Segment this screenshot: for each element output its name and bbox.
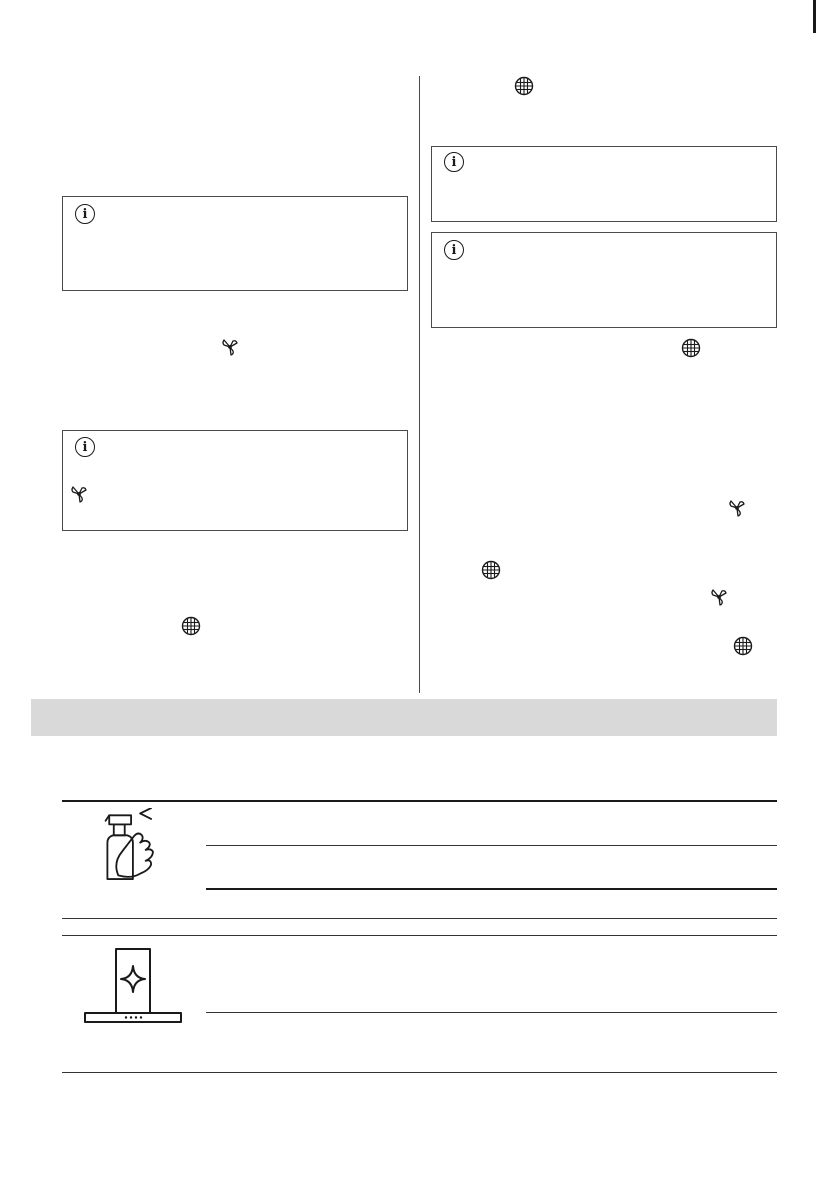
fan-icon: [220, 337, 240, 357]
grease-filter-grid-icon: [733, 636, 753, 656]
info-box-left-1: [62, 196, 408, 291]
info-icon: i: [75, 437, 95, 457]
page-edge-marker: [813, 0, 816, 33]
info-box-left-2: [62, 430, 408, 531]
info-icon: i: [444, 240, 464, 260]
info-box-right-1: [431, 146, 777, 222]
table-header-bottom-rule: [62, 935, 777, 936]
column-divider: [419, 76, 420, 693]
grease-filter-grid-icon: [514, 76, 534, 96]
spray-bottle-cleaning-icon: [100, 808, 164, 890]
table-header-top-rule: [62, 918, 777, 919]
table-inner-rule: [206, 1012, 777, 1013]
table-inner-rule: [206, 845, 777, 846]
fan-icon: [69, 484, 89, 504]
grease-filter-grid-icon: [181, 616, 201, 636]
info-box-right-2: [431, 232, 777, 328]
grease-filter-grid-icon: [481, 560, 501, 580]
cooker-hood-icon: [83, 948, 183, 1024]
table-bottom-rule: [62, 1072, 777, 1073]
table-top-rule: [62, 800, 777, 802]
info-icon: i: [444, 152, 464, 172]
fan-icon: [727, 498, 747, 518]
section-header-band: [31, 699, 777, 736]
fan-icon: [709, 587, 729, 607]
table-bottom-rule: [206, 888, 777, 890]
grease-filter-grid-icon: [681, 338, 701, 358]
info-icon: i: [75, 204, 95, 224]
